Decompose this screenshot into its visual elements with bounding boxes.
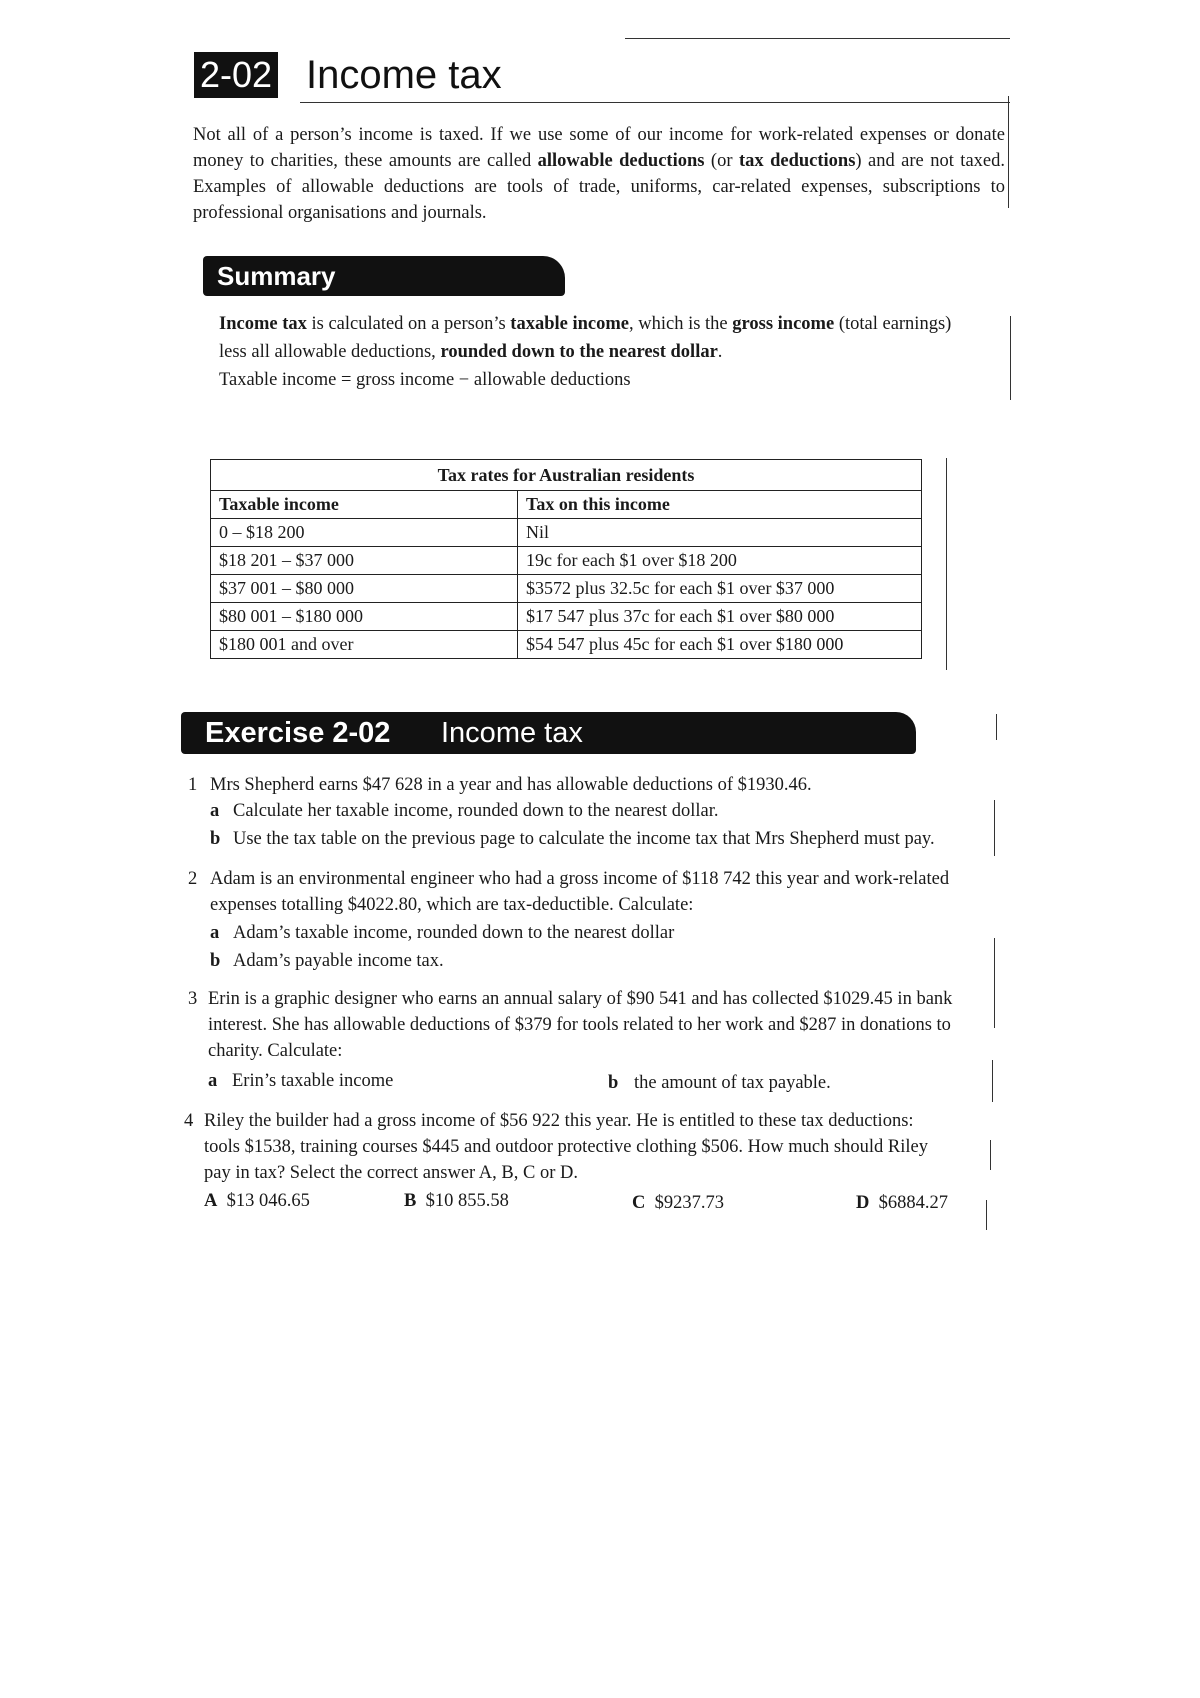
tax-rates-table	[210, 459, 922, 659]
summary-body	[219, 310, 959, 394]
answer-option-b[interactable]: B $10 855.58	[404, 1191, 509, 1211]
term-allowable-deductions: allowable deductions	[537, 151, 705, 171]
term-tax-deductions: tax deductions	[738, 151, 856, 171]
question-1	[188, 772, 1008, 862]
q4-rule-right	[990, 1140, 991, 1170]
part-label: a	[210, 801, 220, 821]
summary-formula: Taxable income = gross income − allowable deductions	[219, 370, 631, 390]
table-cell: $180 001 and over	[211, 631, 518, 659]
page-title: Income tax	[306, 53, 502, 97]
table-cell: $54 547 plus 45c for each $1 over $180 000	[518, 631, 922, 659]
header-rule-top	[625, 38, 1010, 39]
exercise-number: Exercise 2-02	[205, 717, 391, 749]
part-b-text: the amount of tax payable.	[634, 1073, 831, 1093]
table-caption: Tax rates for Australian residents	[211, 460, 922, 491]
table-row	[211, 547, 922, 575]
part-a-text: Adam’s taxable income, rounded down to the nearest dollar	[233, 923, 675, 943]
exercise-rule-right	[996, 714, 997, 740]
section-number: 2-02	[194, 52, 278, 98]
question-text: Mrs Shepherd earns $47 628 in a year and has allowable deductions of $1930.46.	[210, 775, 812, 795]
part-label: a	[208, 1071, 218, 1091]
question-4	[184, 1108, 1004, 1226]
question-number: 4	[184, 1111, 194, 1131]
part-label: a	[210, 923, 220, 943]
table-cell: 0 – $18 200	[211, 519, 518, 547]
table-row	[211, 631, 922, 659]
table-cell: $18 201 – $37 000	[211, 547, 518, 575]
question-text: Adam is an environmental engineer who had a gross income of $118 742 this year and work-related expenses totalling $4022.80, which are tax-deductible. Calculate:	[210, 869, 950, 915]
header-rule-right	[1008, 96, 1009, 208]
answer-option-c[interactable]: C $9237.73	[632, 1193, 724, 1213]
table-row	[211, 519, 922, 547]
q1-rule-right	[994, 800, 995, 856]
part-label: b	[608, 1073, 619, 1093]
table-cell: $17 547 plus 37c for each $1 over $80 000	[518, 603, 922, 631]
question-number: 3	[188, 989, 198, 1009]
table-cell: Nil	[518, 519, 922, 547]
exercise-title: Income tax	[441, 717, 583, 749]
part-label: b	[210, 829, 221, 849]
exercise-heading	[181, 712, 916, 754]
part-b-text: Use the tax table on the previous page to calculate the income tax that Mrs Shepherd must pay.	[233, 829, 935, 849]
q4-rule-right-lower	[986, 1200, 987, 1230]
table-cell: $3572 plus 32.5c for each $1 over $37 000	[518, 575, 922, 603]
question-text: Erin is a graphic designer who earns an annual salary of $90 541 and has collected $1029.45 in bank interest. She has allowable deductions of $379 for tools related to her work and $287 in donations to charity. Calculate:	[208, 989, 953, 1061]
table-row	[211, 575, 922, 603]
part-b-text: Adam’s payable income tax.	[233, 951, 444, 971]
table-cell: $37 001 – $80 000	[211, 575, 518, 603]
part-label: b	[210, 951, 221, 971]
question-number: 2	[188, 869, 198, 889]
table-row	[211, 603, 922, 631]
answer-option-a[interactable]: A $13 046.65	[204, 1191, 310, 1211]
summary-definition: Income tax is calculated on a person’s taxable income, which is the gross income (total earnings) less all allowable deductions, rounded down to the nearest dollar.	[219, 314, 952, 362]
summary-heading: Summary	[203, 256, 565, 296]
table-cell: 19c for each $1 over $18 200	[518, 547, 922, 575]
table-header-taxable-income: Taxable income	[211, 491, 518, 519]
part-a-text: Erin’s taxable income	[232, 1071, 394, 1091]
question-2	[188, 866, 1008, 978]
header-rule-bottom	[300, 102, 1010, 103]
intro-paragraph: Not all of a person’s income is taxed. If we use some of our income for work-related expenses or donate money to charities, these amounts are called allowable deductions (or tax deductions) and are not taxed. Examples of allowable deductions are tools of trade, uniforms, car-related expenses, subscriptions to professional organisations and journals.	[193, 125, 1005, 223]
answer-option-d[interactable]: D $6884.27	[856, 1193, 948, 1213]
table-cell: $80 001 – $180 000	[211, 603, 518, 631]
question-text: Riley the builder had a gross income of $56 922 this year. He is entitled to these tax deductions: tools $1538, training courses $445 and outdoor protective clothing $506. How much should Riley pay in tax? Select the correct answer A, B, C or D.	[204, 1111, 928, 1183]
question-number: 1	[188, 775, 198, 795]
table-header-tax: Tax on this income	[518, 491, 922, 519]
summary-rule-right	[1010, 316, 1011, 400]
question-3	[188, 986, 1008, 1096]
part-a-text: Calculate her taxable income, rounded down to the nearest dollar.	[233, 801, 719, 821]
table-rule-right	[946, 458, 947, 670]
q3-rule-right	[992, 1060, 993, 1102]
